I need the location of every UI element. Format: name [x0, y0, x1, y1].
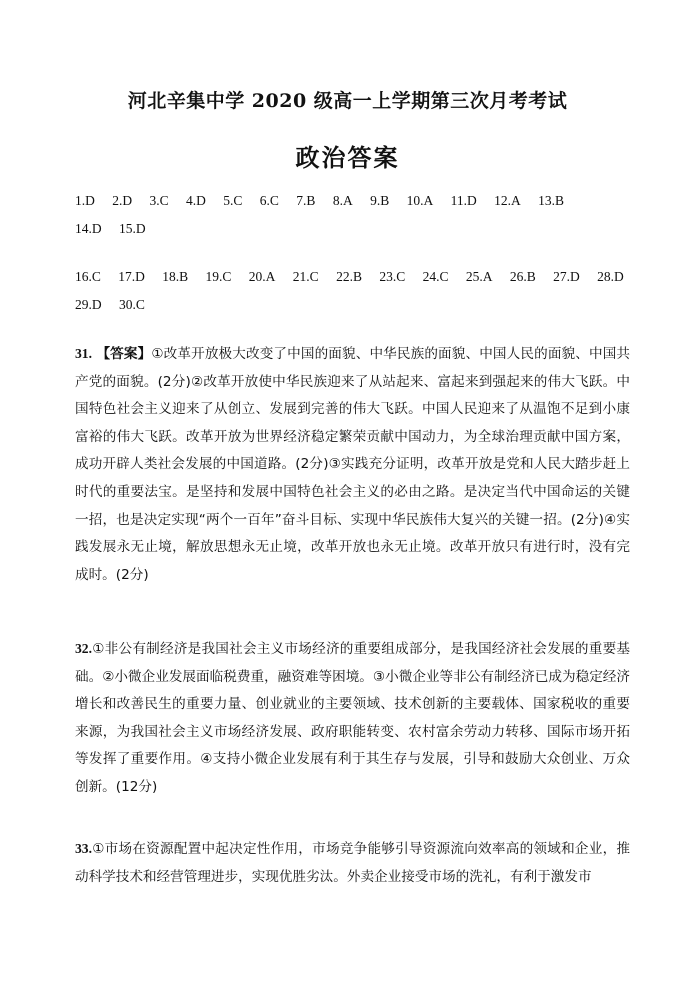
- answer-item: 13.B: [538, 193, 564, 208]
- answer-item: 3.C: [149, 193, 169, 208]
- choice-answers-row: [75, 263, 675, 291]
- answer-item: 11.D: [450, 193, 477, 208]
- page-subtitle: 政治答案: [295, 143, 400, 172]
- answer-item: 7.B: [296, 193, 316, 208]
- answer-item: 27.D: [553, 269, 580, 284]
- answer-item: 8.A: [332, 193, 353, 208]
- answer-item: 24.C: [422, 269, 449, 284]
- answer-item: 6.C: [259, 193, 279, 208]
- question-31-answer: [75, 340, 630, 589]
- answer-item: 20.A: [248, 269, 276, 284]
- answer-item: 30.C: [119, 297, 145, 312]
- answer-item: 18.B: [162, 269, 189, 284]
- answer-item: 17.D: [118, 269, 145, 284]
- question-33-answer: [75, 835, 630, 891]
- answer-item: 2.D: [112, 193, 133, 208]
- answer-item: 5.C: [223, 193, 243, 208]
- question-number: 33.: [75, 841, 92, 856]
- answer-text: ①改革开放极大改变了中国的面貌、中华民族的面貌、中国人民的面貌、中国共产党的面貌。(2分)②改革开放使中华民族迎来了从站起来、富起来到强起来的伟大飞跃。中国特色社会主义迎来了从创立、发展到完善的伟大飞跃。中国人民迎来了从温饱不足到小康富裕的伟大飞跃。改革开放为世界经济稳定繁荣贡献中国动力，为全球治理贡献中国方案，成功开辟人类社会发展的中国道路。(2分)③实践充分证明，改革开放是党和人民大踏步赶上时代的重要法宝。是坚持和发展中国特色社会主义的必由之路。是决定当代中国命运的关键一招，也是决定实现“两个一百年”奋斗目标、实现中华民族伟大复兴的关键一招。(2分)④实践发展永无止境，解放思想永无止境，改革开放也永无止境。改革开放只有进行时，没有完成时。(2分): [75, 346, 631, 583]
- page-title: 河北辛集中学 2020 级高一上学期第三次月考考试: [127, 90, 568, 112]
- answer-item: 22.B: [336, 269, 362, 284]
- answer-item: 25.A: [465, 269, 493, 284]
- choice-answers-block-1: [75, 187, 675, 243]
- answer-item: 15.D: [119, 221, 146, 236]
- answer-text: ①非公有制经济是我国社会主义市场经济的重要组成部分，是我国经济社会发展的重要基础。②小微企业发展面临税费重，融资难等困境。③小微企业等非公有制经济已成为稳定经济增长和改善民生的重要力量、创业就业的主要领域、技术创新的主要载体、国家税收的重要来源，为我国社会主义市场经济发展、政府职能转变、农村富余劳动力转移、国际市场开拓等发挥了重要作用。④支持小微企业发展有利于其生存与发展，引导和鼓励大众创业、万众创新。(12分): [75, 641, 630, 795]
- question-32-answer: [75, 635, 630, 802]
- answer-item: 29.D: [75, 297, 102, 312]
- choice-answers-row: [75, 215, 675, 243]
- answer-item: 23.C: [379, 269, 406, 284]
- answer-item: 19.C: [205, 269, 232, 284]
- answer-text: ①市场在资源配置中起决定性作用，市场竞争能够引导资源流向效率高的领域和企业，推动科学技术和经营管理进步，实现优胜劣汰。外卖企业接受市场的洗礼，有利于激发市: [75, 841, 630, 885]
- answer-item: 9.B: [370, 193, 390, 208]
- answer-item: 16.C: [75, 269, 101, 284]
- answer-item: 1.D: [75, 193, 95, 208]
- answer-item: 4.D: [186, 193, 206, 208]
- answer-item: 26.B: [509, 269, 536, 284]
- choice-answers-block-2: [75, 263, 675, 319]
- answer-item: 21.C: [292, 269, 319, 284]
- answer-tag: 【答案】: [96, 346, 152, 362]
- question-number: 32.: [75, 641, 92, 656]
- answer-item: 10.A: [406, 193, 434, 208]
- answer-item: 28.D: [597, 269, 624, 284]
- question-number: 31.: [75, 346, 92, 361]
- answer-item: 14.D: [75, 221, 102, 236]
- choice-answers-row: [75, 187, 675, 215]
- answer-item: 12.A: [494, 193, 521, 208]
- choice-answers-row: [75, 291, 675, 319]
